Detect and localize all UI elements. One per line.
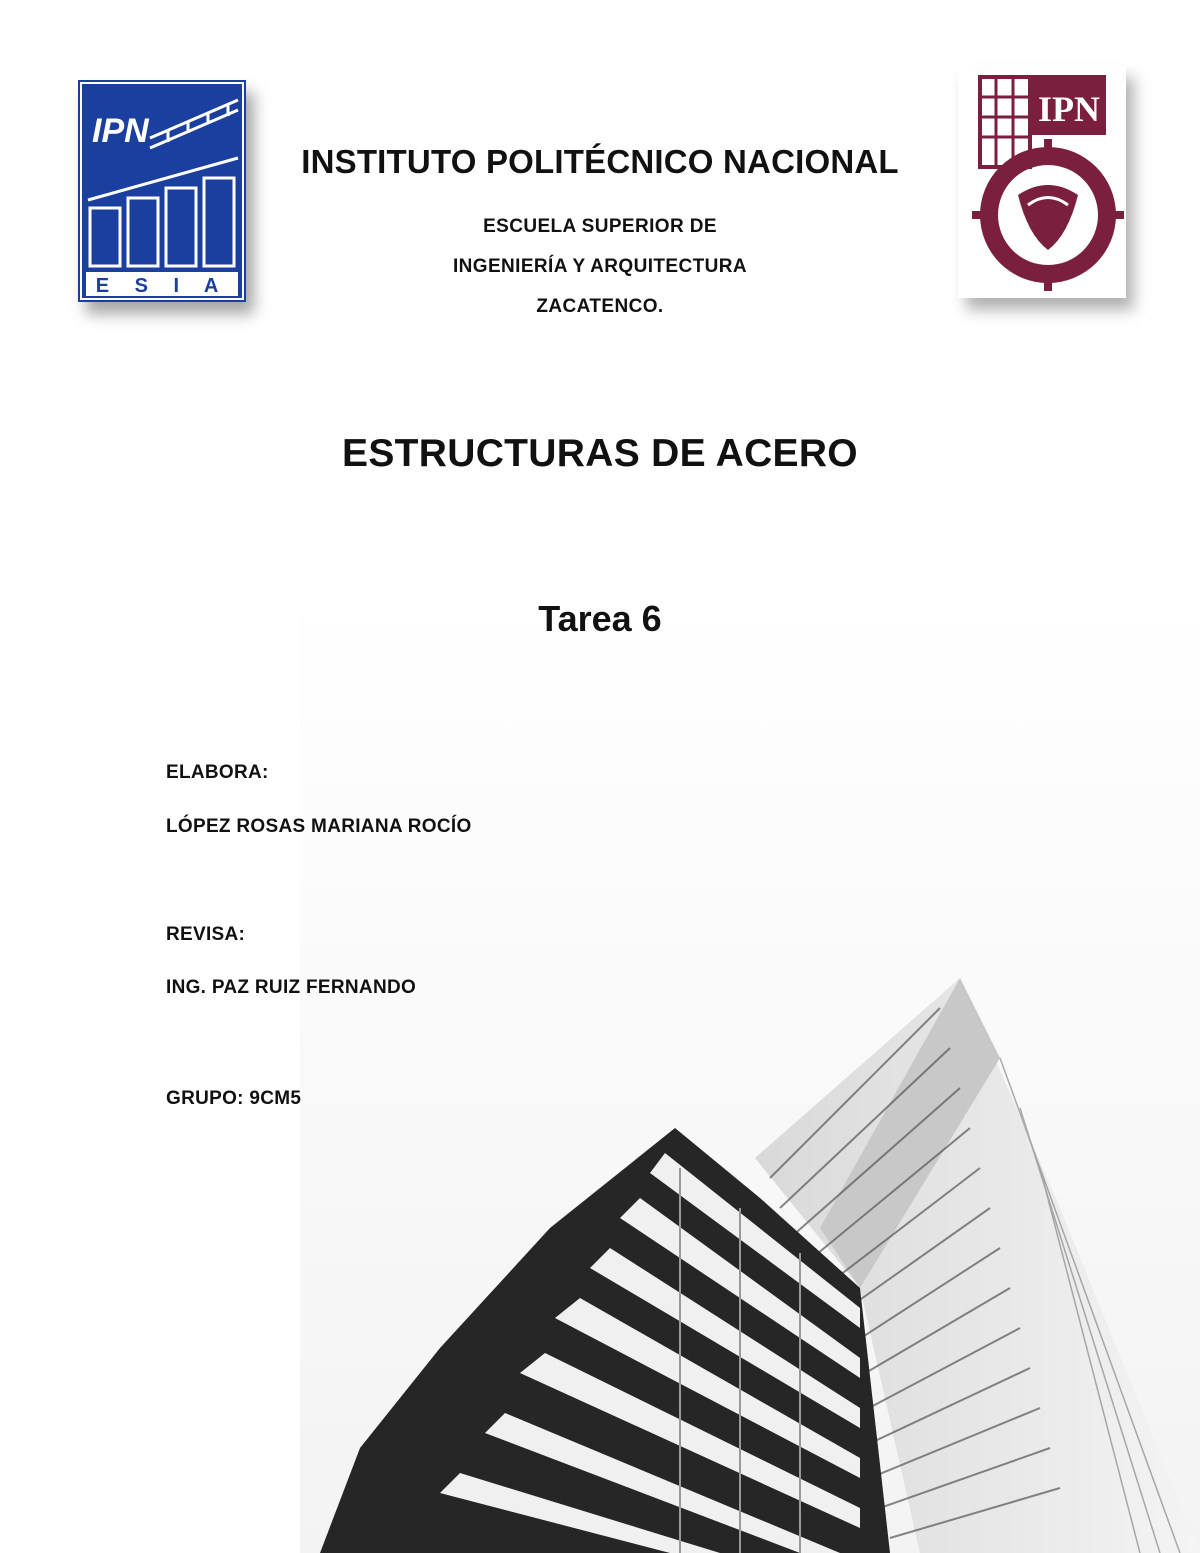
group-label: GRUPO: 9CM5 — [166, 1088, 302, 1109]
revisa-label: REVISA: — [166, 924, 246, 945]
institute-name: INSTITUTO POLITÉCNICO NACIONAL — [301, 143, 899, 180]
svg-text:E S I A: E S I A — [95, 275, 229, 297]
course-title: ESTRUCTURAS DE ACERO — [342, 432, 858, 475]
task-title: Tarea 6 — [538, 598, 662, 639]
school-name-line-2: INGENIERÍA Y ARQUITECTURA — [453, 256, 747, 277]
reviewer-name: ING. PAZ RUIZ FERNANDO — [166, 977, 417, 998]
school-name-line-3: ZACATENCO. — [536, 296, 664, 317]
school-name-line-1: ESCUELA SUPERIOR DE — [483, 216, 717, 237]
svg-text:IPN: IPN — [92, 112, 149, 150]
svg-text:IPN: IPN — [1038, 89, 1100, 129]
elabora-label: ELABORA: — [166, 762, 269, 783]
author-name: LÓPEZ ROSAS MARIANA ROCÍO — [166, 816, 472, 837]
building-photo — [300, 588, 1200, 1553]
